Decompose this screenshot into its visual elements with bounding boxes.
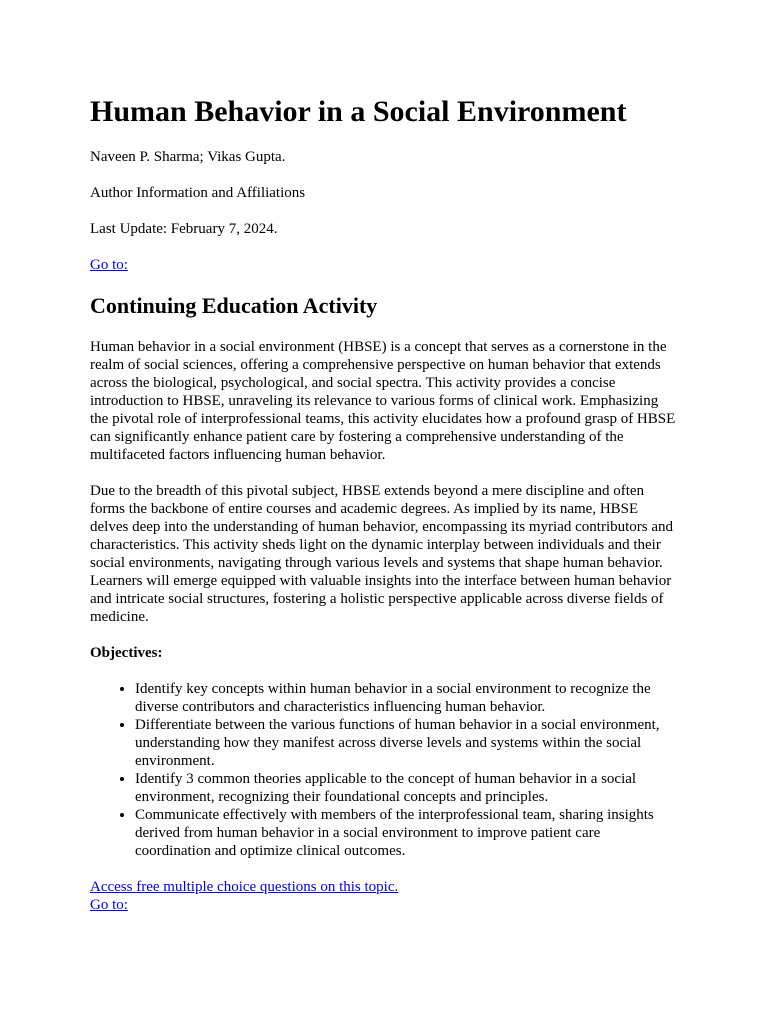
mcq-link[interactable]: Access free multiple choice questions on this topic. <box>90 879 399 895</box>
objective-item: • Differentiate between the various functions of human behavior in a social environment, understanding how they manifest across diverse levels and systems within the social environment. <box>135 716 678 770</box>
objective-item: • Communicate effectively with members of the interprofessional team, sharing insights derived from human behavior in a social environment to improve patient care coordination and optimize clinical outcomes. <box>135 806 678 860</box>
author-info-label: Author Information and Affiliations <box>90 185 306 201</box>
section-paragraph-2: Due to the breadth of this pivotal subject, HBSE extends beyond a mere discipline and often forms the backbone of entire courses and academic degrees. As implied by its name, HBSE delves deep into the understanding of human behavior, encompassing its myriad contributors and characteristics. This activity sheds light on the dynamic interplay between individuals and their social environments, navigating through various levels and systems that shape human behavior. Learners will emerge equipped with valuable insights into the interface between human behavior and intricate social structures, fostering a holistic perspective applicable across diverse fields of medicine. <box>90 483 674 625</box>
objective-item: • Identify 3 common theories applicable to the concept of human behavior in a social environment, recognizing their foundational concepts and principles. <box>135 770 678 806</box>
section-paragraph-1: Human behavior in a social environment (HBSE) is a concept that serves as a cornerstone in the realm of social sciences, offering a comprehensive perspective on human behavior that extends across the biological, psychological, and social spectra. This activity provides a concise introduction to HBSE, unraveling its relevance to various forms of clinical work. Emphasizing the pivotal role of interprofessional teams, this activity elucidates how a profound grasp of HBSE can significantly enhance patient care by fostering a comprehensive understanding of the multifaceted factors influencing human behavior. <box>90 339 676 463</box>
author-names: Naveen P. Sharma; Vikas Gupta. <box>90 149 286 165</box>
section-heading: Continuing Education Activity <box>90 293 378 318</box>
goto-link-bottom[interactable]: Go to: <box>90 897 128 913</box>
goto-link-top[interactable]: Go to: <box>90 257 128 273</box>
objectives-label: Objectives: <box>90 645 163 661</box>
objectives-list <box>90 680 678 860</box>
page-title: Human Behavior in a Social Environment <box>90 95 627 128</box>
last-update: Last Update: February 7, 2024. <box>90 221 278 237</box>
objective-item: • Identify key concepts within human behavior in a social environment to recognize the diverse contributors and characteristics influencing human behavior. <box>135 680 678 716</box>
